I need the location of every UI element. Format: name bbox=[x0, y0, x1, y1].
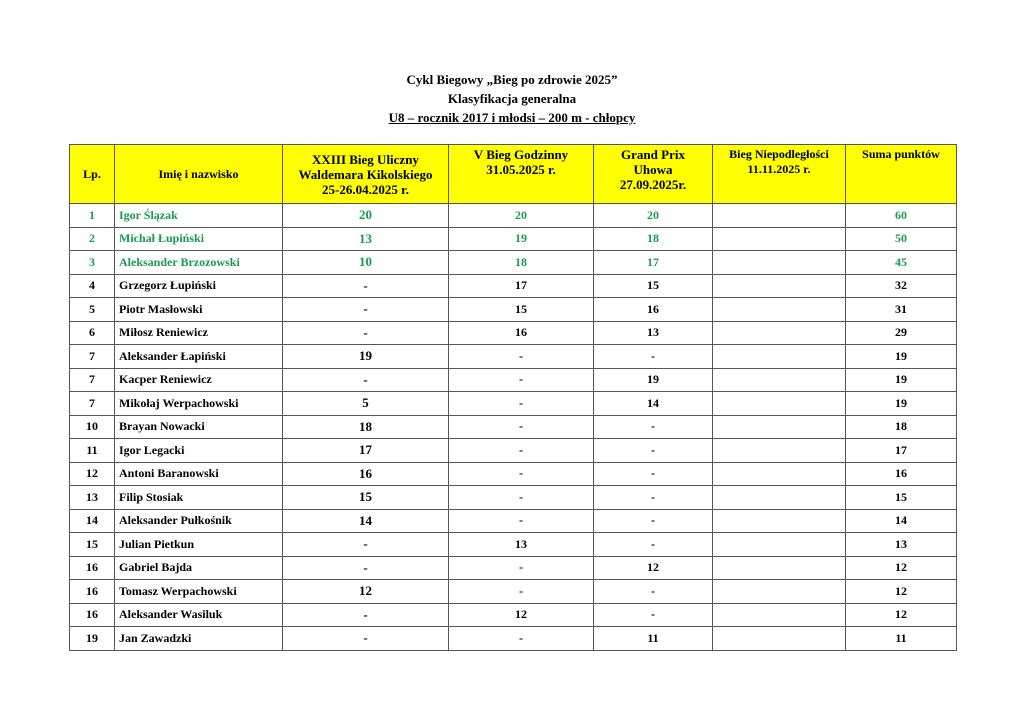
row-lp: 14 bbox=[70, 509, 115, 533]
row-total: 14 bbox=[846, 509, 957, 533]
row-race1: - bbox=[283, 603, 449, 627]
row-race4 bbox=[713, 439, 846, 463]
row-name: Kacper Reniewicz bbox=[115, 368, 283, 392]
row-name: Julian Pietkun bbox=[115, 533, 283, 557]
row-lp: 16 bbox=[70, 603, 115, 627]
row-race3: - bbox=[594, 439, 713, 463]
row-total: 16 bbox=[846, 462, 957, 486]
row-name: Aleksander Łapiński bbox=[115, 345, 283, 369]
row-race2: 15 bbox=[449, 298, 594, 322]
table-row bbox=[70, 415, 957, 439]
row-lp: 7 bbox=[70, 368, 115, 392]
row-race3: - bbox=[594, 462, 713, 486]
row-lp: 13 bbox=[70, 486, 115, 510]
row-race3: - bbox=[594, 580, 713, 604]
row-total: 12 bbox=[846, 556, 957, 580]
row-race4 bbox=[713, 462, 846, 486]
row-race4 bbox=[713, 415, 846, 439]
row-race2: - bbox=[449, 439, 594, 463]
row-race2: 16 bbox=[449, 321, 594, 345]
row-lp: 12 bbox=[70, 462, 115, 486]
row-race1: 17 bbox=[283, 439, 449, 463]
table-row bbox=[70, 274, 957, 298]
row-lp: 1 bbox=[70, 204, 115, 228]
row-race3: - bbox=[594, 486, 713, 510]
col-name: Imię i nazwisko bbox=[115, 145, 283, 204]
row-total: 29 bbox=[846, 321, 957, 345]
row-race3: - bbox=[594, 415, 713, 439]
table-row bbox=[70, 533, 957, 557]
row-race3: 11 bbox=[594, 627, 713, 651]
row-race3: 13 bbox=[594, 321, 713, 345]
row-race1: - bbox=[283, 533, 449, 557]
row-race1: 13 bbox=[283, 227, 449, 251]
row-race3: - bbox=[594, 603, 713, 627]
row-race1: - bbox=[283, 274, 449, 298]
table-row bbox=[70, 556, 957, 580]
row-race2: - bbox=[449, 415, 594, 439]
row-name: Miłosz Reniewicz bbox=[115, 321, 283, 345]
table-row bbox=[70, 251, 957, 275]
row-race2: 13 bbox=[449, 533, 594, 557]
row-name: Filip Stosiak bbox=[115, 486, 283, 510]
row-race3: 14 bbox=[594, 392, 713, 416]
row-total: 19 bbox=[846, 345, 957, 369]
row-race4 bbox=[713, 486, 846, 510]
row-race3: - bbox=[594, 345, 713, 369]
event-title: Cykl Biegowy „Bieg po zdrowie 2025” bbox=[406, 72, 618, 87]
document-header bbox=[0, 70, 1024, 127]
row-race4 bbox=[713, 509, 846, 533]
row-race1: - bbox=[283, 368, 449, 392]
table-row bbox=[70, 462, 957, 486]
header-row bbox=[70, 145, 957, 204]
row-lp: 7 bbox=[70, 392, 115, 416]
col-total: Suma punktów bbox=[846, 145, 957, 204]
row-race2: - bbox=[449, 392, 594, 416]
row-race4 bbox=[713, 345, 846, 369]
row-race1: - bbox=[283, 298, 449, 322]
row-lp: 2 bbox=[70, 227, 115, 251]
row-race1: 10 bbox=[283, 251, 449, 275]
row-race4 bbox=[713, 603, 846, 627]
row-race1: 14 bbox=[283, 509, 449, 533]
row-race4 bbox=[713, 204, 846, 228]
row-name: Aleksander Brzozowski bbox=[115, 251, 283, 275]
row-name: Piotr Masłowski bbox=[115, 298, 283, 322]
row-race3: - bbox=[594, 533, 713, 557]
row-race1: 19 bbox=[283, 345, 449, 369]
row-race3: 12 bbox=[594, 556, 713, 580]
row-lp: 3 bbox=[70, 251, 115, 275]
row-race4 bbox=[713, 556, 846, 580]
row-total: 45 bbox=[846, 251, 957, 275]
col-race3: Grand Prix Uhowa 27.09.2025r. bbox=[594, 145, 713, 204]
table-row bbox=[70, 580, 957, 604]
row-race4 bbox=[713, 580, 846, 604]
row-race1: - bbox=[283, 627, 449, 651]
classification-title: Klasyfikacja generalna bbox=[447, 91, 577, 106]
row-race2: 20 bbox=[449, 204, 594, 228]
col-lp: Lp. bbox=[70, 145, 115, 204]
row-race1: 18 bbox=[283, 415, 449, 439]
row-lp: 16 bbox=[70, 556, 115, 580]
row-total: 12 bbox=[846, 603, 957, 627]
table-row bbox=[70, 227, 957, 251]
row-race4 bbox=[713, 627, 846, 651]
table-row bbox=[70, 392, 957, 416]
row-race1: 16 bbox=[283, 462, 449, 486]
table-row bbox=[70, 509, 957, 533]
row-name: Brayan Nowacki bbox=[115, 415, 283, 439]
row-race3: 19 bbox=[594, 368, 713, 392]
row-race4 bbox=[713, 298, 846, 322]
row-race2: - bbox=[449, 509, 594, 533]
row-name: Tomasz Werpachowski bbox=[115, 580, 283, 604]
row-race1: 15 bbox=[283, 486, 449, 510]
row-race2: - bbox=[449, 556, 594, 580]
row-lp: 19 bbox=[70, 627, 115, 651]
table-row bbox=[70, 603, 957, 627]
row-race2: - bbox=[449, 368, 594, 392]
row-lp: 6 bbox=[70, 321, 115, 345]
row-total: 18 bbox=[846, 415, 957, 439]
row-name: Michał Łupiński bbox=[115, 227, 283, 251]
row-race2: - bbox=[449, 580, 594, 604]
row-race2: - bbox=[449, 462, 594, 486]
results-table bbox=[69, 144, 957, 651]
row-lp: 11 bbox=[70, 439, 115, 463]
row-total: 19 bbox=[846, 392, 957, 416]
row-total: 15 bbox=[846, 486, 957, 510]
row-total: 19 bbox=[846, 368, 957, 392]
row-total: 50 bbox=[846, 227, 957, 251]
row-race3: 18 bbox=[594, 227, 713, 251]
row-total: 11 bbox=[846, 627, 957, 651]
row-name: Grzegorz Łupiński bbox=[115, 274, 283, 298]
row-name: Aleksander Wasiluk bbox=[115, 603, 283, 627]
row-race4 bbox=[713, 321, 846, 345]
row-name: Mikołaj Werpachowski bbox=[115, 392, 283, 416]
results-body bbox=[70, 204, 957, 651]
table-row bbox=[70, 627, 957, 651]
row-lp: 7 bbox=[70, 345, 115, 369]
table-row bbox=[70, 439, 957, 463]
row-race4 bbox=[713, 392, 846, 416]
row-lp: 15 bbox=[70, 533, 115, 557]
row-race1: 20 bbox=[283, 204, 449, 228]
row-total: 32 bbox=[846, 274, 957, 298]
row-race3: 15 bbox=[594, 274, 713, 298]
table-row bbox=[70, 321, 957, 345]
row-name: Gabriel Bajda bbox=[115, 556, 283, 580]
row-name: Antoni Baranowski bbox=[115, 462, 283, 486]
row-race4 bbox=[713, 227, 846, 251]
row-race2: - bbox=[449, 345, 594, 369]
row-total: 12 bbox=[846, 580, 957, 604]
row-race1: 12 bbox=[283, 580, 449, 604]
row-race3: - bbox=[594, 509, 713, 533]
row-race2: 12 bbox=[449, 603, 594, 627]
row-race4 bbox=[713, 251, 846, 275]
row-race4 bbox=[713, 533, 846, 557]
row-race2: - bbox=[449, 627, 594, 651]
row-total: 31 bbox=[846, 298, 957, 322]
row-total: 13 bbox=[846, 533, 957, 557]
row-name: Igor Legacki bbox=[115, 439, 283, 463]
row-lp: 16 bbox=[70, 580, 115, 604]
row-race2: 17 bbox=[449, 274, 594, 298]
row-race1: - bbox=[283, 556, 449, 580]
row-name: Aleksander Pułkośnik bbox=[115, 509, 283, 533]
row-name: Igor Ślązak bbox=[115, 204, 283, 228]
row-race1: 5 bbox=[283, 392, 449, 416]
col-race1: XXIII Bieg Uliczny Waldemara Kikolskiego 25-26.04.2025 r. bbox=[283, 145, 449, 204]
row-lp: 10 bbox=[70, 415, 115, 439]
table-row bbox=[70, 486, 957, 510]
row-race3: 17 bbox=[594, 251, 713, 275]
row-race3: 20 bbox=[594, 204, 713, 228]
row-total: 17 bbox=[846, 439, 957, 463]
col-race4: Bieg Niepodległości 11.11.2025 r. bbox=[713, 145, 846, 204]
row-lp: 4 bbox=[70, 274, 115, 298]
col-race2: V Bieg Godzinny 31.05.2025 r. bbox=[449, 145, 594, 204]
row-race2: 19 bbox=[449, 227, 594, 251]
row-race2: 18 bbox=[449, 251, 594, 275]
table-row bbox=[70, 368, 957, 392]
category-title: U8 – rocznik 2017 i młodsi – 200 m - chłopcy bbox=[388, 110, 636, 125]
table-row bbox=[70, 298, 957, 322]
table-row bbox=[70, 204, 957, 228]
row-total: 60 bbox=[846, 204, 957, 228]
row-race1: - bbox=[283, 321, 449, 345]
table-row bbox=[70, 345, 957, 369]
row-race2: - bbox=[449, 486, 594, 510]
row-race4 bbox=[713, 368, 846, 392]
row-race4 bbox=[713, 274, 846, 298]
row-name: Jan Zawadzki bbox=[115, 627, 283, 651]
row-lp: 5 bbox=[70, 298, 115, 322]
row-race3: 16 bbox=[594, 298, 713, 322]
